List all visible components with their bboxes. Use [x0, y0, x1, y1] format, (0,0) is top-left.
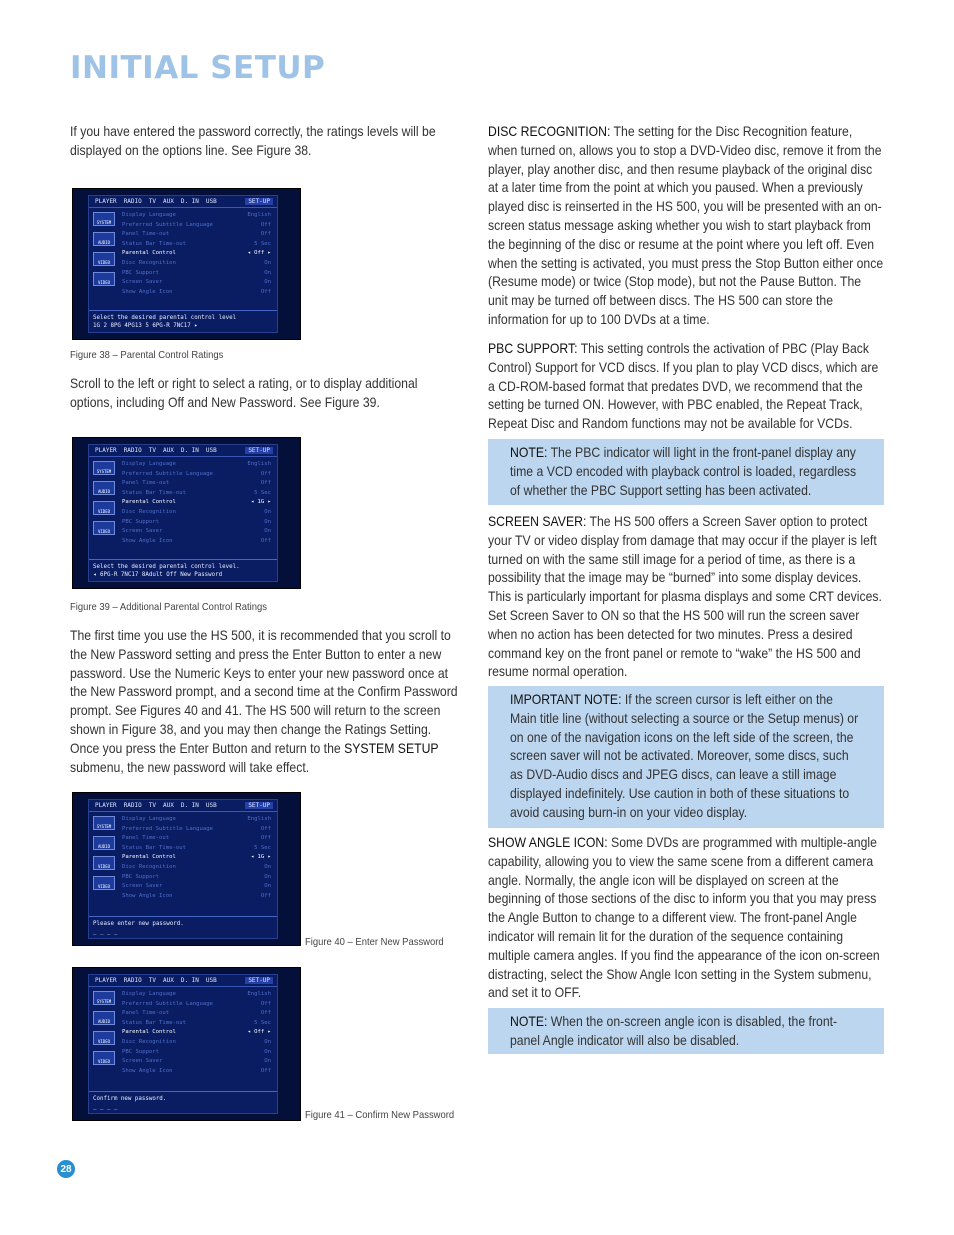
osd-menu-item: AUX	[162, 802, 174, 809]
osd-setting-row	[122, 853, 271, 863]
osd-menu-item: USB	[205, 447, 217, 454]
osd-setting-row	[122, 489, 271, 499]
pbc-note-box: NOTE: The PBC indicator will light in the front-panel display any time a VCD encoded with playback control is loaded, regardless of whether the PBC Support setting has been activated.	[488, 439, 884, 505]
osd-setting-row	[122, 527, 271, 537]
osd-setting-value: Off	[260, 470, 271, 477]
osd-setting-label: Screen Saver	[122, 883, 163, 890]
osd-setting-row	[122, 479, 271, 489]
osd-system-icon: SYSTEM	[93, 991, 115, 1005]
osd-setting-row	[122, 1038, 271, 1048]
osd-setting-value: Off	[260, 1067, 271, 1074]
osd-setting-label: Parental Control	[122, 499, 176, 506]
osd-setting-label: Screen Saver	[122, 279, 163, 286]
osd-menu-item: PLAYER	[95, 447, 117, 454]
osd-menu-item: TV	[148, 447, 156, 454]
osd-setting-label: Show Angle Icon	[122, 1067, 173, 1074]
osd-status-line	[89, 916, 277, 938]
osd-setting-label: Show Angle Icon	[122, 892, 173, 899]
osd-menubar	[89, 975, 277, 987]
osd-setting-label: Preferred Subtitle Language	[122, 221, 213, 228]
osd-menu-item: D. IN	[180, 198, 199, 205]
osd-status-text: Select the desired parental control level	[93, 315, 237, 321]
osd-setting-value: ◂ 1G ▸	[250, 854, 271, 861]
osd-status-text: _ _ _ _	[93, 929, 118, 935]
osd-menu-item: RADIO	[123, 447, 142, 454]
osd-status-text: _ _ _ _	[93, 1104, 118, 1110]
osd-video-icon: VIDEO	[93, 272, 115, 286]
osd-menu-item: D. IN	[180, 802, 199, 809]
osd-setting-label: Panel Time-out	[122, 1010, 170, 1017]
osd-setting-value: On	[264, 259, 271, 266]
osd-setting-row	[122, 1009, 271, 1019]
osd-menubar	[89, 800, 277, 812]
osd-setting-label: PBC Support	[122, 269, 160, 276]
osd-video-icon: VIDEO	[93, 501, 115, 515]
osd-setup-tab: SET-UP	[245, 447, 273, 454]
osd-video-icon: VIDEO	[93, 252, 115, 266]
osd-setting-row	[122, 470, 271, 480]
page-title: INITIAL SETUP	[70, 50, 326, 86]
pbc-support-heading: PBC SUPPORT:	[488, 341, 578, 356]
osd-setting-row	[122, 863, 271, 873]
osd-menu-item: PLAYER	[95, 977, 117, 984]
scroll-rating-paragraph: Scroll to the left or right to select a rating, or to display additional options, including Off and New Password. See Figure 39.	[70, 376, 418, 410]
osd-setting-value: Off	[260, 1000, 271, 1007]
osd-setting-value: Off	[260, 231, 271, 238]
osd-setting-row	[122, 815, 271, 825]
new-password-paragraph: The first time you use the HS 500, it is recommended that you scroll to the New Password setting and press the Enter Button to enter a new password. Use the Numeric Keys to enter your new password once at the New Password prompt, and a second time at the Confirm Password prompt. See Figures 40 and 41. The HS 500 will return to the screen shown in Figure 38, and you may then change the Ratings Setting. Once you press the Enter Button and return to the SYSTEM SETUP submenu, the new password will take effect.	[70, 628, 458, 775]
osd-setting-row	[122, 460, 271, 470]
osd-setting-label: Status Bar Time-out	[122, 844, 186, 851]
osd-setting-value: On	[264, 1058, 271, 1065]
osd-setting-row	[122, 508, 271, 518]
osd-setting-row	[122, 1019, 271, 1029]
osd-setting-label: Screen Saver	[122, 528, 163, 535]
figure-40-screenshot	[72, 792, 301, 946]
osd-video-icon: VIDEO	[93, 521, 115, 535]
osd-setting-value: Off	[260, 892, 271, 899]
osd-setting-row	[122, 269, 271, 279]
osd-setting-label: Disc Recognition	[122, 508, 176, 515]
disc-recognition-heading: DISC RECOGNITION:	[488, 124, 611, 139]
osd-menu-item: D. IN	[180, 447, 199, 454]
osd-setting-label: Disc Recognition	[122, 1038, 176, 1045]
figure-41-screenshot	[72, 967, 301, 1121]
note-label: NOTE:	[510, 445, 548, 460]
osd-setting-label: Panel Time-out	[122, 480, 170, 487]
osd-system-icon: SYSTEM	[93, 816, 115, 830]
osd-setting-label: Display Language	[122, 461, 176, 467]
show-angle-icon-heading: SHOW ANGLE ICON:	[488, 835, 608, 850]
page-number: 28	[57, 1160, 75, 1178]
osd-setting-row	[122, 1000, 271, 1010]
osd-status-text: 1G 2 8PG 4PG13 5 6PG-R 7NC17 ▸	[93, 323, 198, 329]
osd-status-text: Please enter new password.	[93, 921, 184, 927]
figure-40-caption: Figure 40 – Enter New Password	[305, 936, 444, 948]
osd-setting-value: English	[247, 816, 271, 822]
osd-setting-value: On	[264, 1038, 271, 1045]
osd-setting-label: PBC Support	[122, 873, 160, 880]
osd-system-icon: SYSTEM	[93, 212, 115, 226]
figure-39-caption: Figure 39 – Additional Parental Control Ratings	[70, 601, 268, 613]
disc-recognition-paragraph: DISC RECOGNITION: The setting for the Disc Recognition feature, when turned on, allows you to stop a DVD-Video disc, remove it from the player, play another disc, and then resume playback of the original disc at a later time from the point at which you paused. When a previously played disc is reinserted in the HS 500, you will be presented with an on-screen status message asking whether you wish to start playback from the beginning of the disc or resume at the point where you left off. Even when the setting is activated, you must press the Stop Button either once (Resume mode) or twice (Stop mode), but not the Pause Button. The unit may be turned off between discs. The HS 500 can store the information for up to 100 DVDs at a time.	[488, 124, 884, 327]
pbc-support-paragraph: PBC SUPPORT: This setting controls the activation of PBC (Play Back Control) Support for VCD discs. If you plan to play VCD discs, which are a CD-ROM-based format that predates DVD, we recommend that the setting be turned ON. However, with PBC enabled, the Repeat Track, Repeat Disc and Random functions may not be available for VCDs.	[488, 341, 879, 432]
osd-setting-row	[122, 230, 271, 240]
osd-setting-value: On	[264, 1048, 271, 1055]
osd-setting-row	[122, 1028, 271, 1038]
osd-setting-label: PBC Support	[122, 1048, 160, 1055]
osd-setting-value: ◂ Off ▸	[247, 250, 271, 257]
osd-setting-label: Display Language	[122, 816, 176, 822]
osd-status-text: Select the desired parental control level.	[93, 564, 240, 570]
osd-menu-item: TV	[148, 198, 156, 205]
osd-status-line	[89, 559, 277, 581]
osd-setting-label: Screen Saver	[122, 1058, 163, 1065]
osd-setting-label: Parental Control	[122, 1029, 176, 1036]
osd-setting-label: Panel Time-out	[122, 231, 170, 238]
osd-setting-row	[122, 873, 271, 883]
osd-setting-label: Display Language	[122, 212, 176, 218]
osd-setting-row	[122, 825, 271, 835]
osd-setting-value: Off	[260, 1010, 271, 1017]
osd-setting-value: Off	[260, 537, 271, 544]
osd-setting-row	[122, 278, 271, 288]
osd-menu-item: AUX	[162, 198, 174, 205]
osd-setting-row	[122, 249, 271, 259]
osd-video-icon: VIDEO	[93, 856, 115, 870]
osd-setting-value: English	[247, 212, 271, 218]
osd-menu-item: D. IN	[180, 977, 199, 984]
figure-39-screenshot	[72, 437, 301, 589]
osd-setting-value: 5 Sec	[254, 1019, 271, 1026]
angle-note-box: NOTE: When the on-screen angle icon is disabled, the front-panel Angle indicator will also be disabled.	[488, 1008, 884, 1054]
osd-setting-label: Status Bar Time-out	[122, 489, 186, 496]
osd-menu-item: TV	[148, 977, 156, 984]
osd-menu-item: TV	[148, 802, 156, 809]
osd-video-icon: VIDEO	[93, 1051, 115, 1065]
osd-system-icon: SYSTEM	[93, 461, 115, 475]
osd-setting-value: On	[264, 873, 271, 880]
osd-status-text: ◂ 6PG-R 7NC17 8Adult Off New Password	[93, 572, 223, 578]
osd-setting-row	[122, 211, 271, 221]
osd-screen	[88, 444, 278, 582]
osd-setting-label: Parental Control	[122, 854, 176, 861]
osd-menu-item: USB	[205, 198, 217, 205]
osd-setting-value: 5 Sec	[254, 489, 271, 496]
osd-setting-label: Preferred Subtitle Language	[122, 825, 213, 832]
osd-menu-item: RADIO	[123, 198, 142, 205]
osd-setting-value: On	[264, 863, 271, 870]
osd-setting-row	[122, 288, 271, 298]
osd-menu-item: RADIO	[123, 977, 142, 984]
osd-setting-row	[122, 259, 271, 269]
important-note-box: IMPORTANT NOTE: If the screen cursor is left either on the Main title line (without selecting a source or the Setup menus) or on one of the navigation icons on the left side of the screen, the screen saver will not be activated. Moreover, some discs, such as DVD-Audio discs and JPEG discs, can leave a still image displayed indefinitely. Use caution in both of these situations to avoid causing burn-in on your video display.	[488, 686, 884, 828]
osd-setting-label: Show Angle Icon	[122, 288, 173, 295]
osd-audio-icon: AUDIO	[93, 1011, 115, 1025]
osd-setting-value: Off	[260, 221, 271, 228]
osd-setting-value: ◂ 1G ▸	[250, 499, 271, 506]
osd-setting-value: Off	[260, 825, 271, 832]
osd-setting-label: Status Bar Time-out	[122, 1019, 186, 1026]
osd-setting-value: On	[264, 528, 271, 535]
osd-setup-tab: SET-UP	[245, 198, 273, 205]
osd-menubar	[89, 445, 277, 457]
osd-menu-item: AUX	[162, 977, 174, 984]
osd-setting-value: 5 Sec	[254, 844, 271, 851]
osd-setting-label: Preferred Subtitle Language	[122, 470, 213, 477]
osd-setting-label: Show Angle Icon	[122, 537, 173, 544]
osd-setting-row	[122, 990, 271, 1000]
osd-audio-icon: AUDIO	[93, 481, 115, 495]
osd-setting-row	[122, 537, 271, 547]
left-intro-paragraph: If you have entered the password correctly, the ratings levels will be displayed on the options line. See Figure 38.	[70, 124, 436, 158]
osd-setting-label: Disc Recognition	[122, 863, 176, 870]
note-label: NOTE:	[510, 1014, 548, 1029]
osd-setting-value: Off	[260, 480, 271, 487]
osd-setting-row	[122, 834, 271, 844]
osd-setting-label: Preferred Subtitle Language	[122, 1000, 213, 1007]
osd-video-icon: VIDEO	[93, 1031, 115, 1045]
osd-menu-item: USB	[205, 802, 217, 809]
osd-audio-icon: AUDIO	[93, 232, 115, 246]
osd-setting-value: On	[264, 518, 271, 525]
figure-38-caption: Figure 38 – Parental Control Ratings	[70, 349, 224, 361]
osd-screen	[88, 799, 278, 939]
osd-menu-item: AUX	[162, 447, 174, 454]
osd-setting-value: On	[264, 508, 271, 515]
osd-setting-label: Disc Recognition	[122, 259, 176, 266]
system-setup-term: SYSTEM SETUP	[344, 740, 439, 756]
osd-setting-row	[122, 221, 271, 231]
osd-audio-icon: AUDIO	[93, 836, 115, 850]
osd-setting-row	[122, 518, 271, 528]
osd-setup-tab: SET-UP	[245, 977, 273, 984]
osd-screen	[88, 974, 278, 1114]
osd-setting-label: PBC Support	[122, 518, 160, 525]
osd-setting-label: Status Bar Time-out	[122, 240, 186, 247]
osd-setting-row	[122, 1057, 271, 1067]
osd-setting-row	[122, 1048, 271, 1058]
osd-status-text: Confirm new password.	[93, 1096, 167, 1102]
osd-screen	[88, 195, 278, 333]
osd-setting-value: ◂ Off ▸	[247, 1029, 271, 1036]
osd-setting-value: 5 Sec	[254, 240, 271, 247]
osd-status-line	[89, 1091, 277, 1113]
osd-video-icon: VIDEO	[93, 876, 115, 890]
osd-menu-item: PLAYER	[95, 198, 117, 205]
osd-setup-tab: SET-UP	[245, 802, 273, 809]
screen-saver-paragraph: SCREEN SAVER: The HS 500 offers a Screen Saver option to protect your TV or video display from damage that may occur if the player is left turned on with the same still image for a period of time, as there is a possibility that the image may be “burned” into some display devices. This is particularly important for plasma displays and some CRT devices. Set Screen Saver to ON so that the HS 500 will run the screen saver when no action has been detected for two minutes. Press a desired command key on the front panel or remote to “wake” the HS 500 and resume normal operation.	[488, 514, 882, 680]
osd-setting-label: Display Language	[122, 991, 176, 997]
osd-menu-item: PLAYER	[95, 802, 117, 809]
osd-setting-row	[122, 240, 271, 250]
screen-saver-heading: SCREEN SAVER:	[488, 514, 587, 529]
osd-setting-value: English	[247, 991, 271, 997]
osd-setting-value: English	[247, 461, 271, 467]
osd-menu-item: USB	[205, 977, 217, 984]
osd-setting-value: Off	[260, 288, 271, 295]
osd-setting-value: On	[264, 883, 271, 890]
osd-setting-row	[122, 844, 271, 854]
osd-setting-value: On	[264, 269, 271, 276]
osd-setting-value: On	[264, 279, 271, 286]
osd-setting-label: Parental Control	[122, 250, 176, 257]
osd-setting-row	[122, 892, 271, 902]
osd-setting-row	[122, 498, 271, 508]
osd-menubar	[89, 196, 277, 208]
osd-status-line	[89, 310, 277, 332]
figure-38-screenshot	[72, 188, 301, 340]
figure-41-caption: Figure 41 – Confirm New Password	[305, 1109, 455, 1121]
osd-setting-row	[122, 882, 271, 892]
show-angle-icon-paragraph: SHOW ANGLE ICON: Some DVDs are programmed with multiple-angle capability, allowing you to view the same scene from a different camera angle. Normally, the angle icon will be displayed on screen at the beginning of those sections of the disc to inform you that you may press the Angle Button to change to a different view. The front-panel Angle indicator will remain lit for the duration of the sequence containing multiple camera angles. If you find the appearance of the icon on-screen distracting, select the Show Angle Icon setting in the System submenu, and set it to OFF.	[488, 835, 880, 1001]
osd-menu-item: RADIO	[123, 802, 142, 809]
osd-setting-label: Panel Time-out	[122, 835, 170, 842]
osd-setting-row	[122, 1067, 271, 1077]
osd-setting-value: Off	[260, 835, 271, 842]
important-note-label: IMPORTANT NOTE:	[510, 692, 622, 707]
